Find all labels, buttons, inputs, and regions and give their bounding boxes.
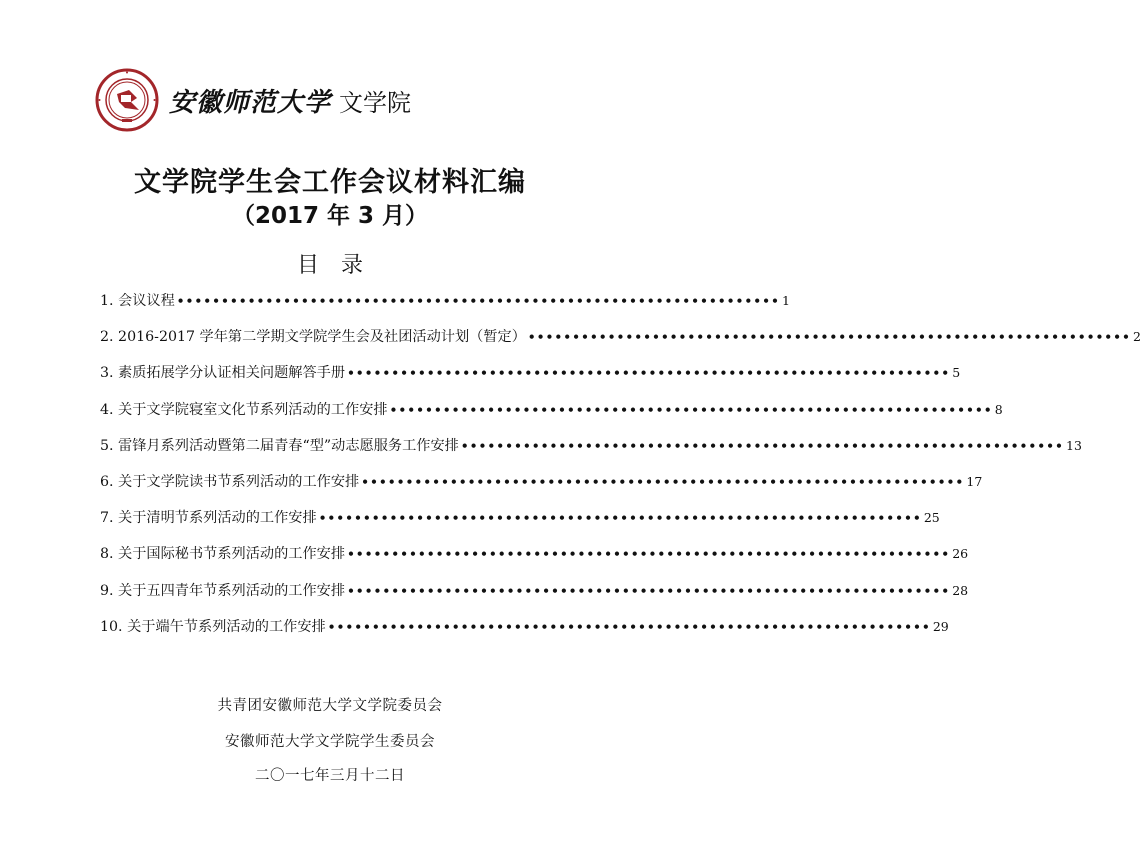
letterhead [95,68,411,132]
toc-item[interactable] [100,580,969,616]
toc-item-label: 8. 关于国际秘书节系列活动的工作安排 [100,546,346,563]
toc-leader-dots: •••••••••••••••••••••••••••••••••••••••••••••••••••••••••••••••••••• [327,619,931,634]
toc-item[interactable] [100,543,969,579]
toc-item-page: 8 [994,401,1003,417]
toc-item-page: 29 [932,618,949,634]
toc-leader-dots: •••••••••••••••••••••••••••••••••••••••••••••••••••••••••••••••••••• [389,402,993,417]
toc-item[interactable] [100,362,961,398]
college-name: 文学院 [339,88,412,117]
toc-item[interactable] [100,435,1082,471]
table-of-contents [100,290,1141,652]
university-seal-icon [95,68,159,132]
toc-item-label: 3. 素质拓展学分认证相关问题解答手册 [100,365,346,382]
toc-item-page: 17 [966,473,983,489]
toc-leader-dots: •••••••••••••••••••••••••••••••••••••••••••••••••••••••••••••••••••• [527,330,1132,345]
toc-item[interactable] [100,507,940,543]
toc-item-page: 1 [781,293,790,308]
footer-organization-2: 安徽师范大学文学院学生委员会 [225,734,435,750]
document-title: 文学院学生会工作会议材料汇编 [134,167,526,198]
toc-heading: 目录 [296,253,385,278]
toc-item-label: 7. 关于清明节系列活动的工作安排 [100,510,317,527]
toc-item-label: 10. 关于端午节系列活动的工作安排 [100,618,326,635]
footer-organization-1: 共青团安徽师范大学文学院委员会 [217,698,443,714]
school-name: 安徽师范大学 [169,87,332,118]
toc-item-label: 4. 关于文学院寝室文化节系列活动的工作安排 [100,401,388,418]
toc-item-page: 26 [952,546,969,562]
toc-item-label: 5. 雷锋月系列活动暨第二届青春“型”动志愿服务工作安排 [100,437,459,454]
toc-item[interactable] [100,290,790,326]
toc-leader-dots: •••••••••••••••••••••••••••••••••••••••••••••••••••••••••••••••••••• [347,583,951,598]
toc-leader-dots: •••••••••••••••••••••••••••••••••••••••••••••••••••••••••••••••••••• [347,366,951,381]
toc-item-label: 1. 会议议程 [100,293,175,309]
toc-item-page: 13 [1066,437,1082,453]
toc-item[interactable] [100,399,1003,435]
toc-item-page: 25 [923,510,940,526]
toc-item[interactable] [100,616,949,652]
toc-item-page: 28 [952,582,969,598]
toc-leader-dots: •••••••••••••••••••••••••••••••••••••••••••••••••••••••••••••••••••• [361,474,965,489]
toc-item-page: 2 [1133,329,1141,345]
toc-item-label: 2. 2016-2017 学年第二学期文学院学生会及社团活动计划（暂定） [100,329,526,346]
toc-item[interactable] [100,471,983,507]
toc-item-page: 5 [952,365,961,381]
footer-date: 二〇一七年三月十二日 [255,768,405,784]
toc-leader-dots: •••••••••••••••••••••••••••••••••••••••••••••••••••••••••••••••••••• [347,547,951,562]
toc-leader-dots: •••••••••••••••••••••••••••••••••••••••••••••••••••••••••••••••••••• [176,294,780,308]
toc-item[interactable] [100,326,1141,362]
toc-leader-dots: •••••••••••••••••••••••••••••••••••••••••••••••••••••••••••••••••••• [460,438,1065,453]
toc-item-label: 6. 关于文学院读书节系列活动的工作安排 [100,473,360,490]
toc-leader-dots: •••••••••••••••••••••••••••••••••••••••••••••••••••••••••••••••••••• [318,511,922,526]
toc-item-label: 9. 关于五四青年节系列活动的工作安排 [100,582,346,599]
document-subtitle: （2017 年 3 月） [231,203,429,229]
